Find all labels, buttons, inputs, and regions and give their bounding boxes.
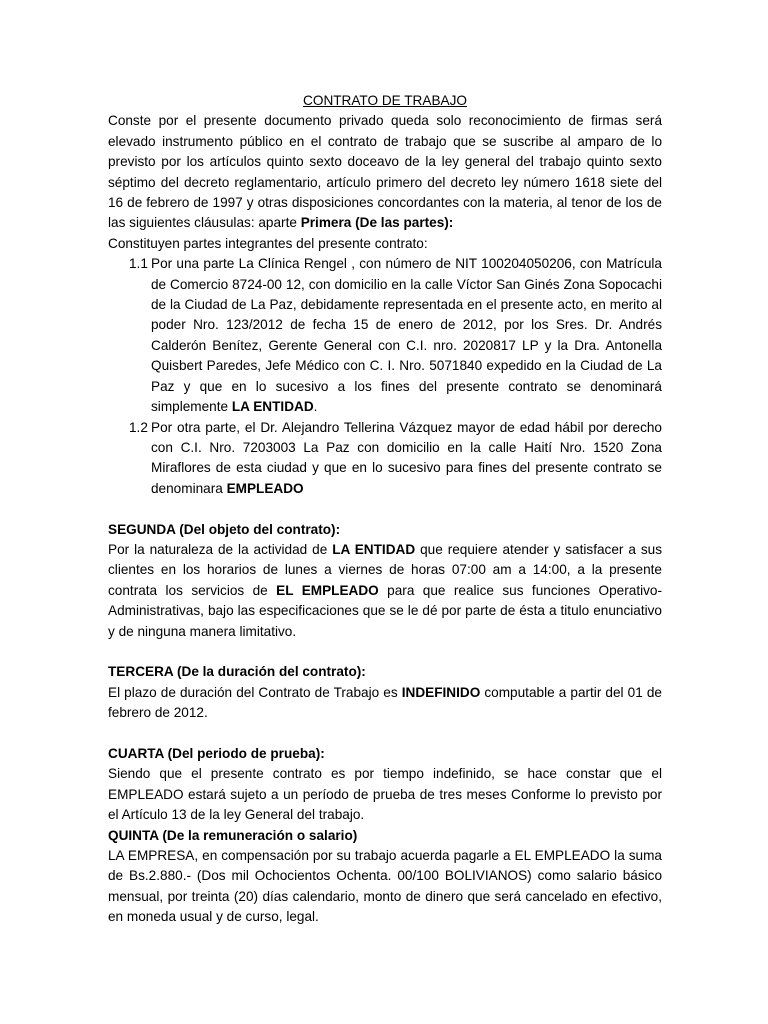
party-item-text: Por otra parte, el Dr. Alejandro Tellerina Vázquez mayor de edad hábil por derecho con C.I. Nro. 7203003 La Paz con domicilio en la calle Haití Nro. 1520 Zona Miraflores de esta ciudad y que en lo sucesivo para fines del presente contrato se denominara: [151, 419, 662, 496]
document-title: CONTRATO DE TRABAJO: [303, 93, 467, 108]
section-gap: [108, 724, 662, 744]
intro-text: Conste por el presente documento privado queda solo reconocimiento de firmas será elevado instrumento público en el contrato de trabajo que se suscribe al amparo de lo previsto por los artículos quinto sexto doceavo de la ley general del trabajo quinto sexto séptimo del decreto reglamentario, artículo primero del decreto ley número 1618 siete del 16 de febrero de 1997 y otras disposiciones concordantes con la materia, al tenor de los de las siguientes cláusulas: aparte: [108, 113, 662, 231]
clause-quinta-heading: [108, 826, 662, 846]
clause-bold: EL EMPLEADO: [276, 582, 379, 598]
party-item-number: 1.2: [129, 419, 148, 435]
clause-heading-text: SEGUNDA (Del objeto del contrato):: [108, 521, 341, 537]
clause-primera-heading: Primera (De las partes):: [300, 215, 454, 231]
clause-bold: INDEFINIDO: [401, 684, 481, 700]
party-item-bold: EMPLEADO: [226, 480, 304, 496]
clause-text: Por la naturaleza de la actividad de: [108, 541, 333, 557]
contract-body: [108, 91, 662, 928]
clause-segunda-body: [108, 540, 662, 642]
party-item-tail: .: [313, 399, 318, 415]
clause-segunda-heading: [108, 520, 662, 540]
clause-quinta-body: LA EMPRESA, en compensación por su trabajo acuerda pagarle a EL EMPLEADO la suma de Bs.2.880.- (Dos mil Ochocientos Ochenta. 00/100 BOLIVIANOS) como salario básico mensual, por treinta (20) días calendario, monto de dinero que será cancelado en efectivo, en moneda usual y de curso, legal.: [108, 847, 662, 925]
clause-bold: LA ENTIDAD: [332, 541, 416, 557]
clause-tercera-body: [108, 683, 662, 724]
section-gap: [108, 499, 662, 519]
clause-heading-text: CUARTA (Del periodo de prueba):: [108, 745, 325, 761]
party-item-bold: LA ENTIDAD: [231, 399, 314, 415]
clause-text: El plazo de duración del Contrato de Trabajo es: [108, 684, 402, 700]
clause-text: para que realice sus funciones Operativo-Administrativas, bajo las especificaciones que se le dé por parte de ésta a titulo enunciativo y de ninguna manera limitativo.: [108, 582, 662, 639]
section-gap: [108, 642, 662, 662]
parties-intro: Constituyen partes integrantes del presente contrato:: [108, 235, 428, 251]
clause-heading-text: QUINTA (De la remuneración o salario): [108, 827, 358, 843]
clause-text: computable a partir del 01 de febrero de 2012.: [108, 684, 662, 721]
clause-heading-text: TERCERA (De la duración del contrato):: [108, 664, 366, 680]
intro-paragraph: [108, 111, 662, 233]
party-item-text: Por una parte La Clínica Rengel , con número de NIT 100204050206, con Matrícula de Comercio 8724-00 12, con domicilio en la calle Víctor San Ginés Zona Sopocachi de la Ciudad de La Paz, debidamente representada en el presente acto, en merito al poder Nro. 123/2012 de fecha 15 de enero de 2012, por los Sres. Dr. Andrés Calderón Benítez, Gerente General con C.I. nro. 2020817 LP y la Dra. Antonella Quisbert Paredes, Jefe Médico con C. I. Nro. 5071840 expedido en la Ciudad de La Paz y que en lo sucesivo a los fines del presente contrato se denominará simplemente: [151, 256, 662, 415]
clause-cuarta-heading: [108, 744, 662, 764]
party-item-number: 1.1: [129, 256, 148, 272]
party-item-1: [108, 254, 662, 417]
clause-text: que requiere atender y satisfacer a sus clientes en los horarios de lunes a viernes de horas 07:00 am a 14:00, a la presente contrata los servicios de: [108, 541, 662, 598]
party-item-2: [108, 418, 662, 500]
clause-cuarta-body: Siendo que el presente contrato es por tiempo indefinido, se hace constar que el EMPLEADO estará sujeto a un período de prueba de tres meses Conforme lo previsto por el Artículo 13 de la ley General del trabajo.: [108, 766, 662, 823]
clause-tercera-heading: [108, 662, 662, 682]
